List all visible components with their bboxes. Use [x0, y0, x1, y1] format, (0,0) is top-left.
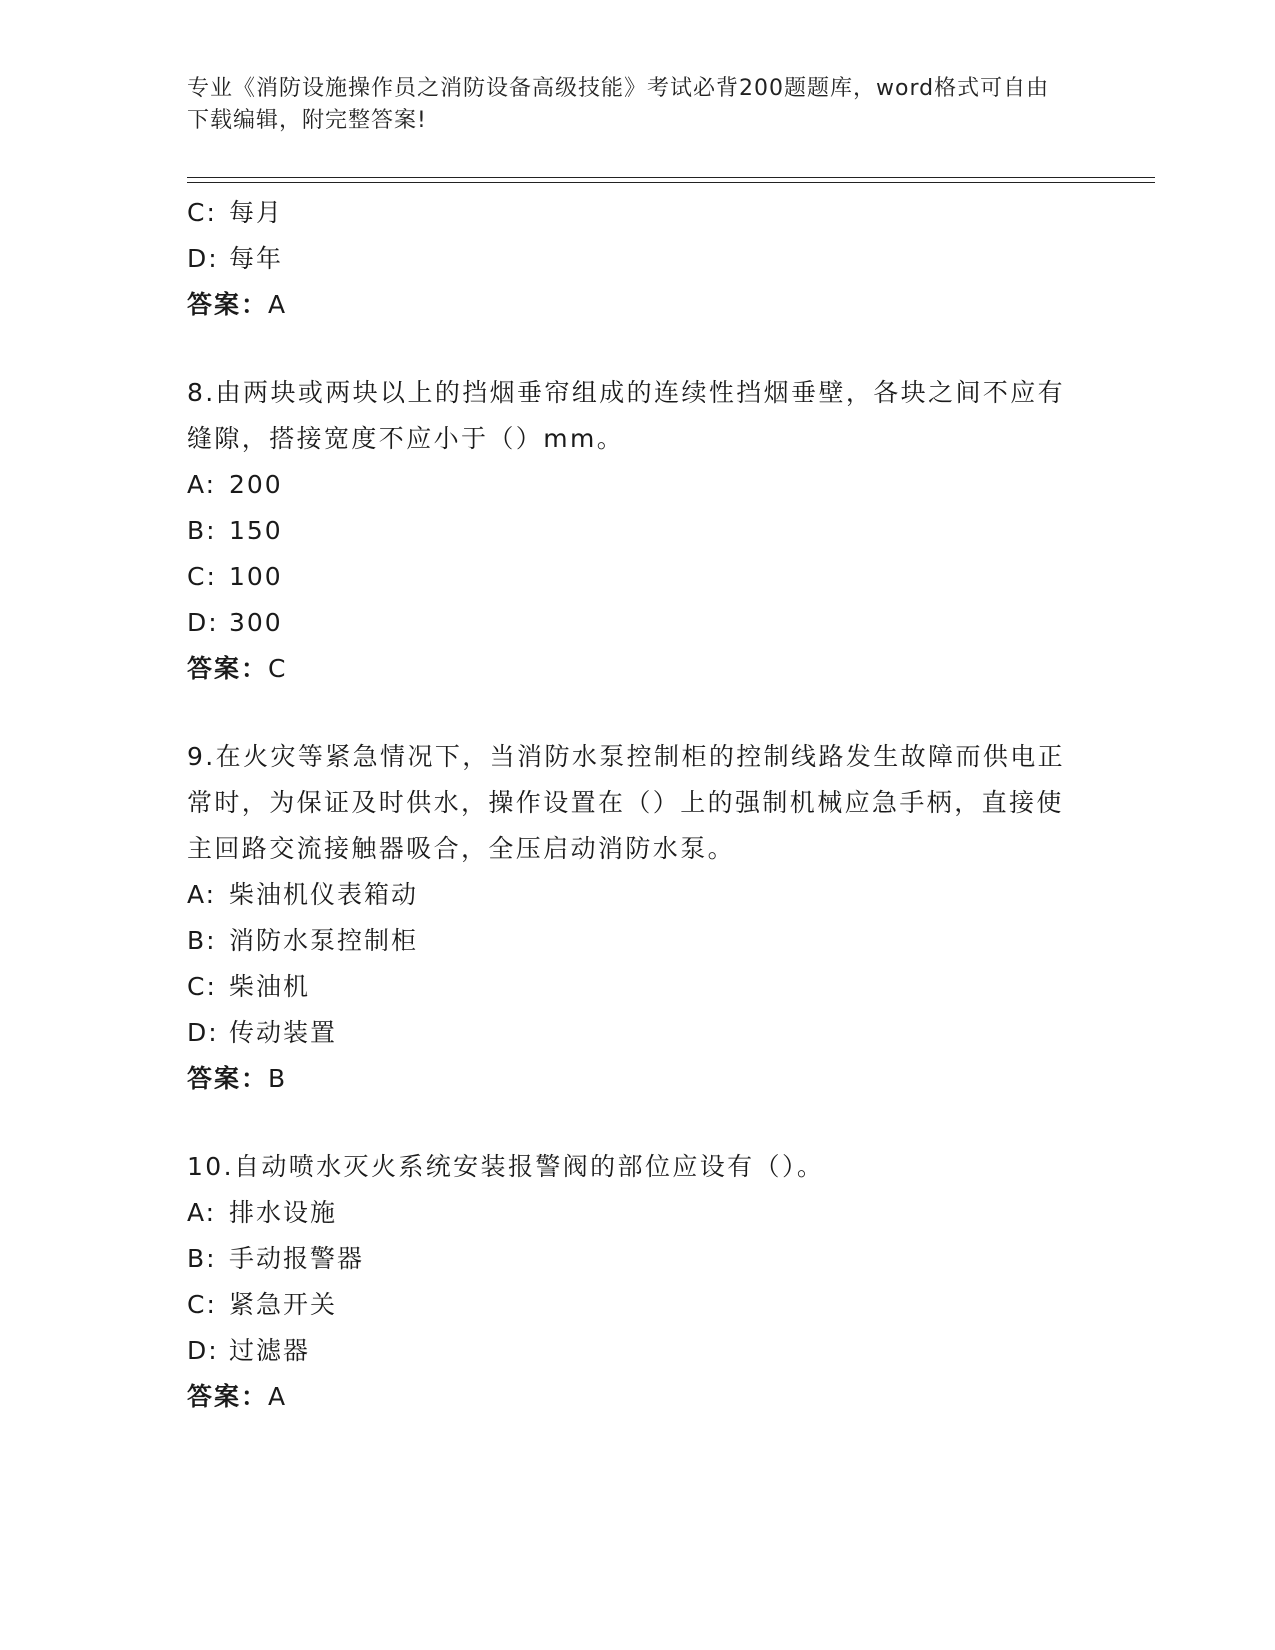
option-text: 150 — [229, 516, 283, 545]
option-label: C: — [187, 972, 217, 1001]
question-text: 10.自动喷水灭火系统安装报警阀的部位应设有（）。 — [187, 1152, 825, 1181]
option-text: 300 — [229, 608, 283, 637]
option-text: 传动装置 — [229, 1018, 338, 1047]
option-label: C: — [187, 1290, 217, 1319]
option-c — [187, 190, 1067, 236]
option-text: 柴油机 — [229, 972, 311, 1001]
header-rule-top — [187, 177, 1155, 178]
option-b — [187, 918, 1067, 964]
question-text: 8.由两块或两块以上的挡烟垂帘组成的连续性挡烟垂壁，各块之间不应有缝隙，搭接宽度不应小于（）mm。 — [187, 378, 1066, 453]
option-b — [187, 508, 1067, 554]
option-c — [187, 1282, 1067, 1328]
answer-label: 答案： — [187, 1382, 269, 1411]
question-text: 9.在火灾等紧急情况下，当消防水泵控制柜的控制线路发生故障而供电正常时，为保证及时供水，操作设置在（）上的强制机械应急手柄，直接使主回路交流接触器吸合，全压启动消防水泵。 — [187, 742, 1066, 863]
document-header: 专业《消防设施操作员之消防设备高级技能》考试必背200题题库，word格式可自由下载编辑，附完整答案! — [187, 76, 1050, 133]
question-continuation — [187, 190, 1067, 328]
option-text: 过滤器 — [229, 1336, 311, 1365]
option-text: 紧急开关 — [229, 1290, 338, 1319]
option-label: A: — [187, 470, 217, 499]
option-label: C: — [187, 198, 217, 227]
option-b — [187, 1236, 1067, 1282]
answer-line — [187, 282, 1067, 328]
question-10 — [187, 1144, 1067, 1420]
answer-value: B — [268, 1064, 288, 1093]
answer-line — [187, 1374, 1067, 1420]
option-d — [187, 236, 1067, 282]
option-a — [187, 462, 1067, 508]
option-label: D: — [187, 1018, 219, 1047]
option-label: A: — [187, 1198, 217, 1227]
answer-label: 答案： — [187, 290, 269, 319]
header-rule-bottom — [187, 182, 1155, 183]
answer-line — [187, 646, 1067, 692]
question-9 — [187, 734, 1067, 1102]
answer-value: C — [268, 654, 288, 683]
option-label: D: — [187, 244, 219, 273]
option-text: 排水设施 — [229, 1198, 338, 1227]
option-label: C: — [187, 562, 217, 591]
option-a — [187, 1190, 1067, 1236]
answer-label: 答案： — [187, 1064, 269, 1093]
question-list — [187, 190, 1067, 1420]
option-label: D: — [187, 608, 219, 637]
option-d — [187, 1328, 1067, 1374]
option-text: 消防水泵控制柜 — [229, 926, 419, 955]
answer-line — [187, 1056, 1067, 1102]
question-8 — [187, 370, 1067, 692]
answer-value: A — [268, 1382, 288, 1411]
option-d — [187, 1010, 1067, 1056]
option-label: B: — [187, 926, 217, 955]
option-c — [187, 964, 1067, 1010]
answer-value: A — [268, 290, 288, 319]
option-d — [187, 600, 1067, 646]
option-c — [187, 554, 1067, 600]
option-text: 200 — [229, 470, 283, 499]
option-text: 每年 — [229, 244, 284, 273]
option-text: 每月 — [229, 198, 284, 227]
option-label: B: — [187, 1244, 217, 1273]
answer-label: 答案： — [187, 654, 269, 683]
option-text: 100 — [229, 562, 283, 591]
option-label: A: — [187, 880, 217, 909]
option-text: 柴油机仪表箱动 — [229, 880, 419, 909]
option-text: 手动报警器 — [229, 1244, 365, 1273]
option-label: B: — [187, 516, 217, 545]
option-label: D: — [187, 1336, 219, 1365]
option-a — [187, 872, 1067, 918]
